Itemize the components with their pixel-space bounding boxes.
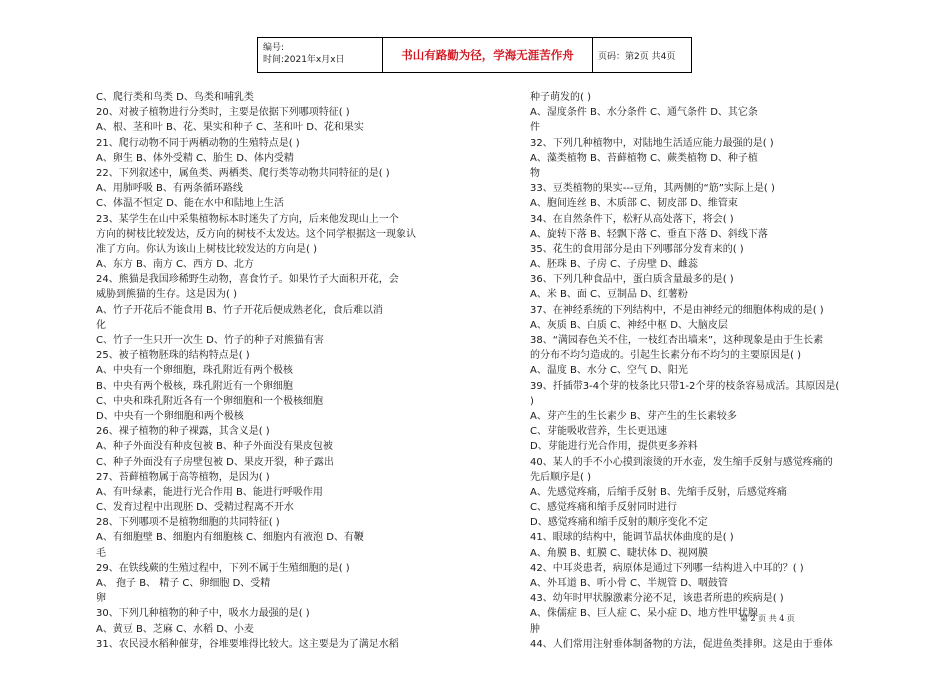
text-line: 卵 (96, 593, 106, 605)
text-line: 的分布不均匀造成的。引起生长素分布不均匀的主要原因是( ) (530, 350, 801, 362)
text-line: A、 孢子 B、 精子 C、卵细胞 D、受精 (96, 578, 271, 589)
time-label: 时间:2021年x月x日 (263, 55, 345, 65)
text-line: 准了方向。你认为该山上树枝比较发达的方向是( ) (96, 243, 317, 255)
page-footer: 第 2 页 共 4 页 (740, 614, 795, 623)
text-line: A、旋转下落 B、轻飘下落 C、垂直下落 D、斜线下落 (530, 228, 768, 240)
text-line: A、种子外面没有种皮包被 B、种子外面没有果皮包被 (96, 441, 333, 453)
text-line: 43、幼年时甲状腺激素分泌不足，该患者所患的疾病是( ) (530, 593, 784, 605)
text-line: 25、被子植物胚珠的结构特点是( ) (96, 350, 250, 362)
text-line: C、体温不恒定 D、能在水中和陆地上生活 (96, 198, 284, 210)
text-line: 40、某人的手不小心摸到滚烫的开水壶，发生缩手反射与感觉疼痛的 (530, 456, 833, 468)
text-line: C、种子外面没有子房壁包被 D、果皮开裂，种子露出 (96, 456, 334, 468)
text-line: 21、爬行动物不同于两栖动物的生殖特点是( ) (96, 137, 300, 149)
text-line: A、外耳道 B、听小骨 C、半规管 D、咽鼓管 (530, 578, 728, 589)
text-line: 物 (530, 167, 540, 179)
text-line: 先后顺序是( ) (530, 471, 591, 483)
header-motto: 书山有路勤为径，学海无涯苦作舟 (383, 38, 593, 72)
text-line: 毛 (96, 547, 106, 559)
text-line: 29、在铁线蕨的生殖过程中，下列不属于生殖细胞的是( ) (96, 562, 350, 574)
text-line: A、用肺呼吸 B、有两条循环路线 (96, 183, 243, 195)
text-line: C、竹子一生只开一次生 D、竹子的种子对熊猫有害 (96, 335, 324, 346)
text-line: 20、对被子植物进行分类时，主要是依据下列哪项特征( ) (96, 107, 350, 119)
text-line: 38、“满园春色关不住，一枝红杏出墙来”，这种现象是由于生长素 (530, 335, 824, 346)
text-line: C、感觉疼痛和缩手反射同时进行 (530, 502, 677, 514)
text-line: 28、下列哪项不是植物细胞的共同特征( ) (96, 517, 280, 529)
text-line: 41、眼球的结构中，能调节晶状体曲度的是( ) (530, 532, 734, 544)
text-line: D、中央有一个卵细胞和两个极核 (96, 410, 244, 422)
left-column (96, 90, 426, 652)
text-line: A、东方 B、南方 C、西方 D、北方 (96, 259, 254, 271)
text-line: A、米 B、面 C、豆制品 D、红薯粉 (530, 289, 688, 301)
text-line: D、感觉疼痛和缩手反射的顺序变化不定 (530, 517, 708, 529)
text-line: A、角膜 B、虹膜 C、睫状体 D、视网膜 (530, 547, 708, 559)
text-line: A、竹子开花后不能食用 B、竹子开花后便成熟老化，食后难以消 (96, 304, 383, 316)
text-line: 33、豆类植物的果实---豆角，其两侧的“筋”实际上是( ) (530, 183, 775, 195)
text-line: A、温度 B、水分 C、空气 D、阳光 (530, 365, 688, 377)
text-line: 24、熊猫是我国珍稀野生动物，喜食竹子。如果竹子大面积开花，会 (96, 274, 399, 286)
code-label: 编号: (263, 43, 285, 53)
text-line: 肿 (530, 623, 540, 635)
text-line: 件 (530, 122, 540, 134)
text-line: 39、扦插带3-4个芽的枝条比只带1-2个芽的枝条容易成活。其原因是( (530, 380, 840, 392)
text-line: 27、苔藓植物属于高等植物，是因为( ) (96, 471, 270, 483)
text-line: A、胚珠 B、子房 C、子房壁 D、雌蕊 (530, 259, 698, 271)
text-line: A、根、茎和叶 B、花、果实和种子 C、茎和叶 D、花和果实 (96, 122, 364, 134)
header-meta (258, 38, 383, 72)
text-line: 31、农民浸水稻种催芽，谷堆要堆得比较大。这主要是为了满足水稻 (96, 638, 399, 650)
text-line: 26、裸子植物的种子裸露，其含义是( ) (96, 426, 270, 438)
text-line: 44、人们常用注射垂体制备物的方法，促进鱼类排卵。这是由于垂体 (530, 638, 833, 650)
text-line: C、中央和珠孔附近各有一个卵细胞和一个极核细胞 (96, 395, 323, 407)
text-line: 威胁到熊猫的生存。这是因为( ) (96, 289, 237, 301)
text-line: A、先感觉疼痛，后缩手反射 B、先缩手反射，后感觉疼痛 (530, 486, 787, 498)
text-line: 35、花生的食用部分是由下列哪部分发育来的( ) (530, 243, 744, 255)
text-line: 23、某学生在山中采集植物标本时迷失了方向，后来他发现山上一个 (96, 213, 399, 225)
text-line: B、中央有两个极核，珠孔附近有一个卵细胞 (96, 380, 293, 392)
text-line: A、卵生 B、体外受精 C、胎生 D、体内受精 (96, 152, 294, 164)
text-line: 方向的树枝比较发达，反方向的树枝不太发达。这个同学根据这一现象认 (96, 228, 416, 240)
page-header (257, 37, 692, 73)
text-line: A、有细胞壁 B、细胞内有细胞核 C、细胞内有液泡 D、有鞭 (96, 532, 364, 544)
text-line: ) (530, 395, 534, 407)
header-page-number: 页码：第2页 共4页 (598, 51, 676, 62)
text-line: D、芽能进行光合作用，提供更多养料 (530, 441, 698, 453)
text-line: 34、在自然条件下，松籽从高处落下，将会( ) (530, 213, 734, 225)
text-line: 42、中耳炎患者，病原体是通过下列哪一结构进入中耳的？( ) (530, 562, 804, 574)
text-line: A、湿度条件 B、水分条件 C、通气条件 D、其它条 (530, 107, 758, 119)
text-line: A、胞间连丝 B、木质部 C、韧皮部 D、维管束 (530, 198, 738, 210)
text-line: 种子萌发的( ) (530, 92, 591, 103)
text-line: C、爬行类和鸟类 D、鸟类和哺乳类 (96, 92, 254, 103)
text-line: 36、下列几种食品中，蛋白质含量最多的是( ) (530, 274, 734, 286)
text-line: A、中央有一个卵细胞，珠孔附近有两个极核 (96, 365, 293, 377)
text-line: A、侏儒症 B、巨人症 C、呆小症 D、地方性甲状腺 (530, 608, 758, 620)
text-line: A、藻类植物 B、苔藓植物 C、蕨类植物 D、种子植 (530, 152, 758, 164)
text-line: 化 (96, 319, 106, 331)
text-line: C、发育过程中出现胚 D、受精过程离不开水 (96, 502, 294, 514)
text-line: 37、在神经系统的下列结构中，不是由神经元的细胞体构成的是( ) (530, 304, 824, 316)
text-line: C、芽能吸收营养，生长更迅速 (530, 426, 667, 438)
text-line: A、芽产生的生长素少 B、芽产生的生长素较多 (530, 410, 737, 422)
right-column (530, 90, 878, 652)
text-line: A、有叶绿素，能进行光合作用 B、能进行呼吸作用 (96, 486, 323, 498)
text-line: 30、下列几种植物的种子中，吸水力最强的是( ) (96, 608, 310, 620)
text-line: 32、下列几种植物中，对陆地生活适应能力最强的是( ) (530, 137, 774, 149)
text-line: 22、下列叙述中，属鱼类、两栖类、爬行类等动物共同特征的是( ) (96, 167, 390, 179)
text-line: A、灰质 B、白质 C、神经中枢 D、大脑皮层 (530, 319, 728, 331)
text-line: A、黄豆 B、芝麻 C、水稻 D、小麦 (96, 623, 254, 635)
